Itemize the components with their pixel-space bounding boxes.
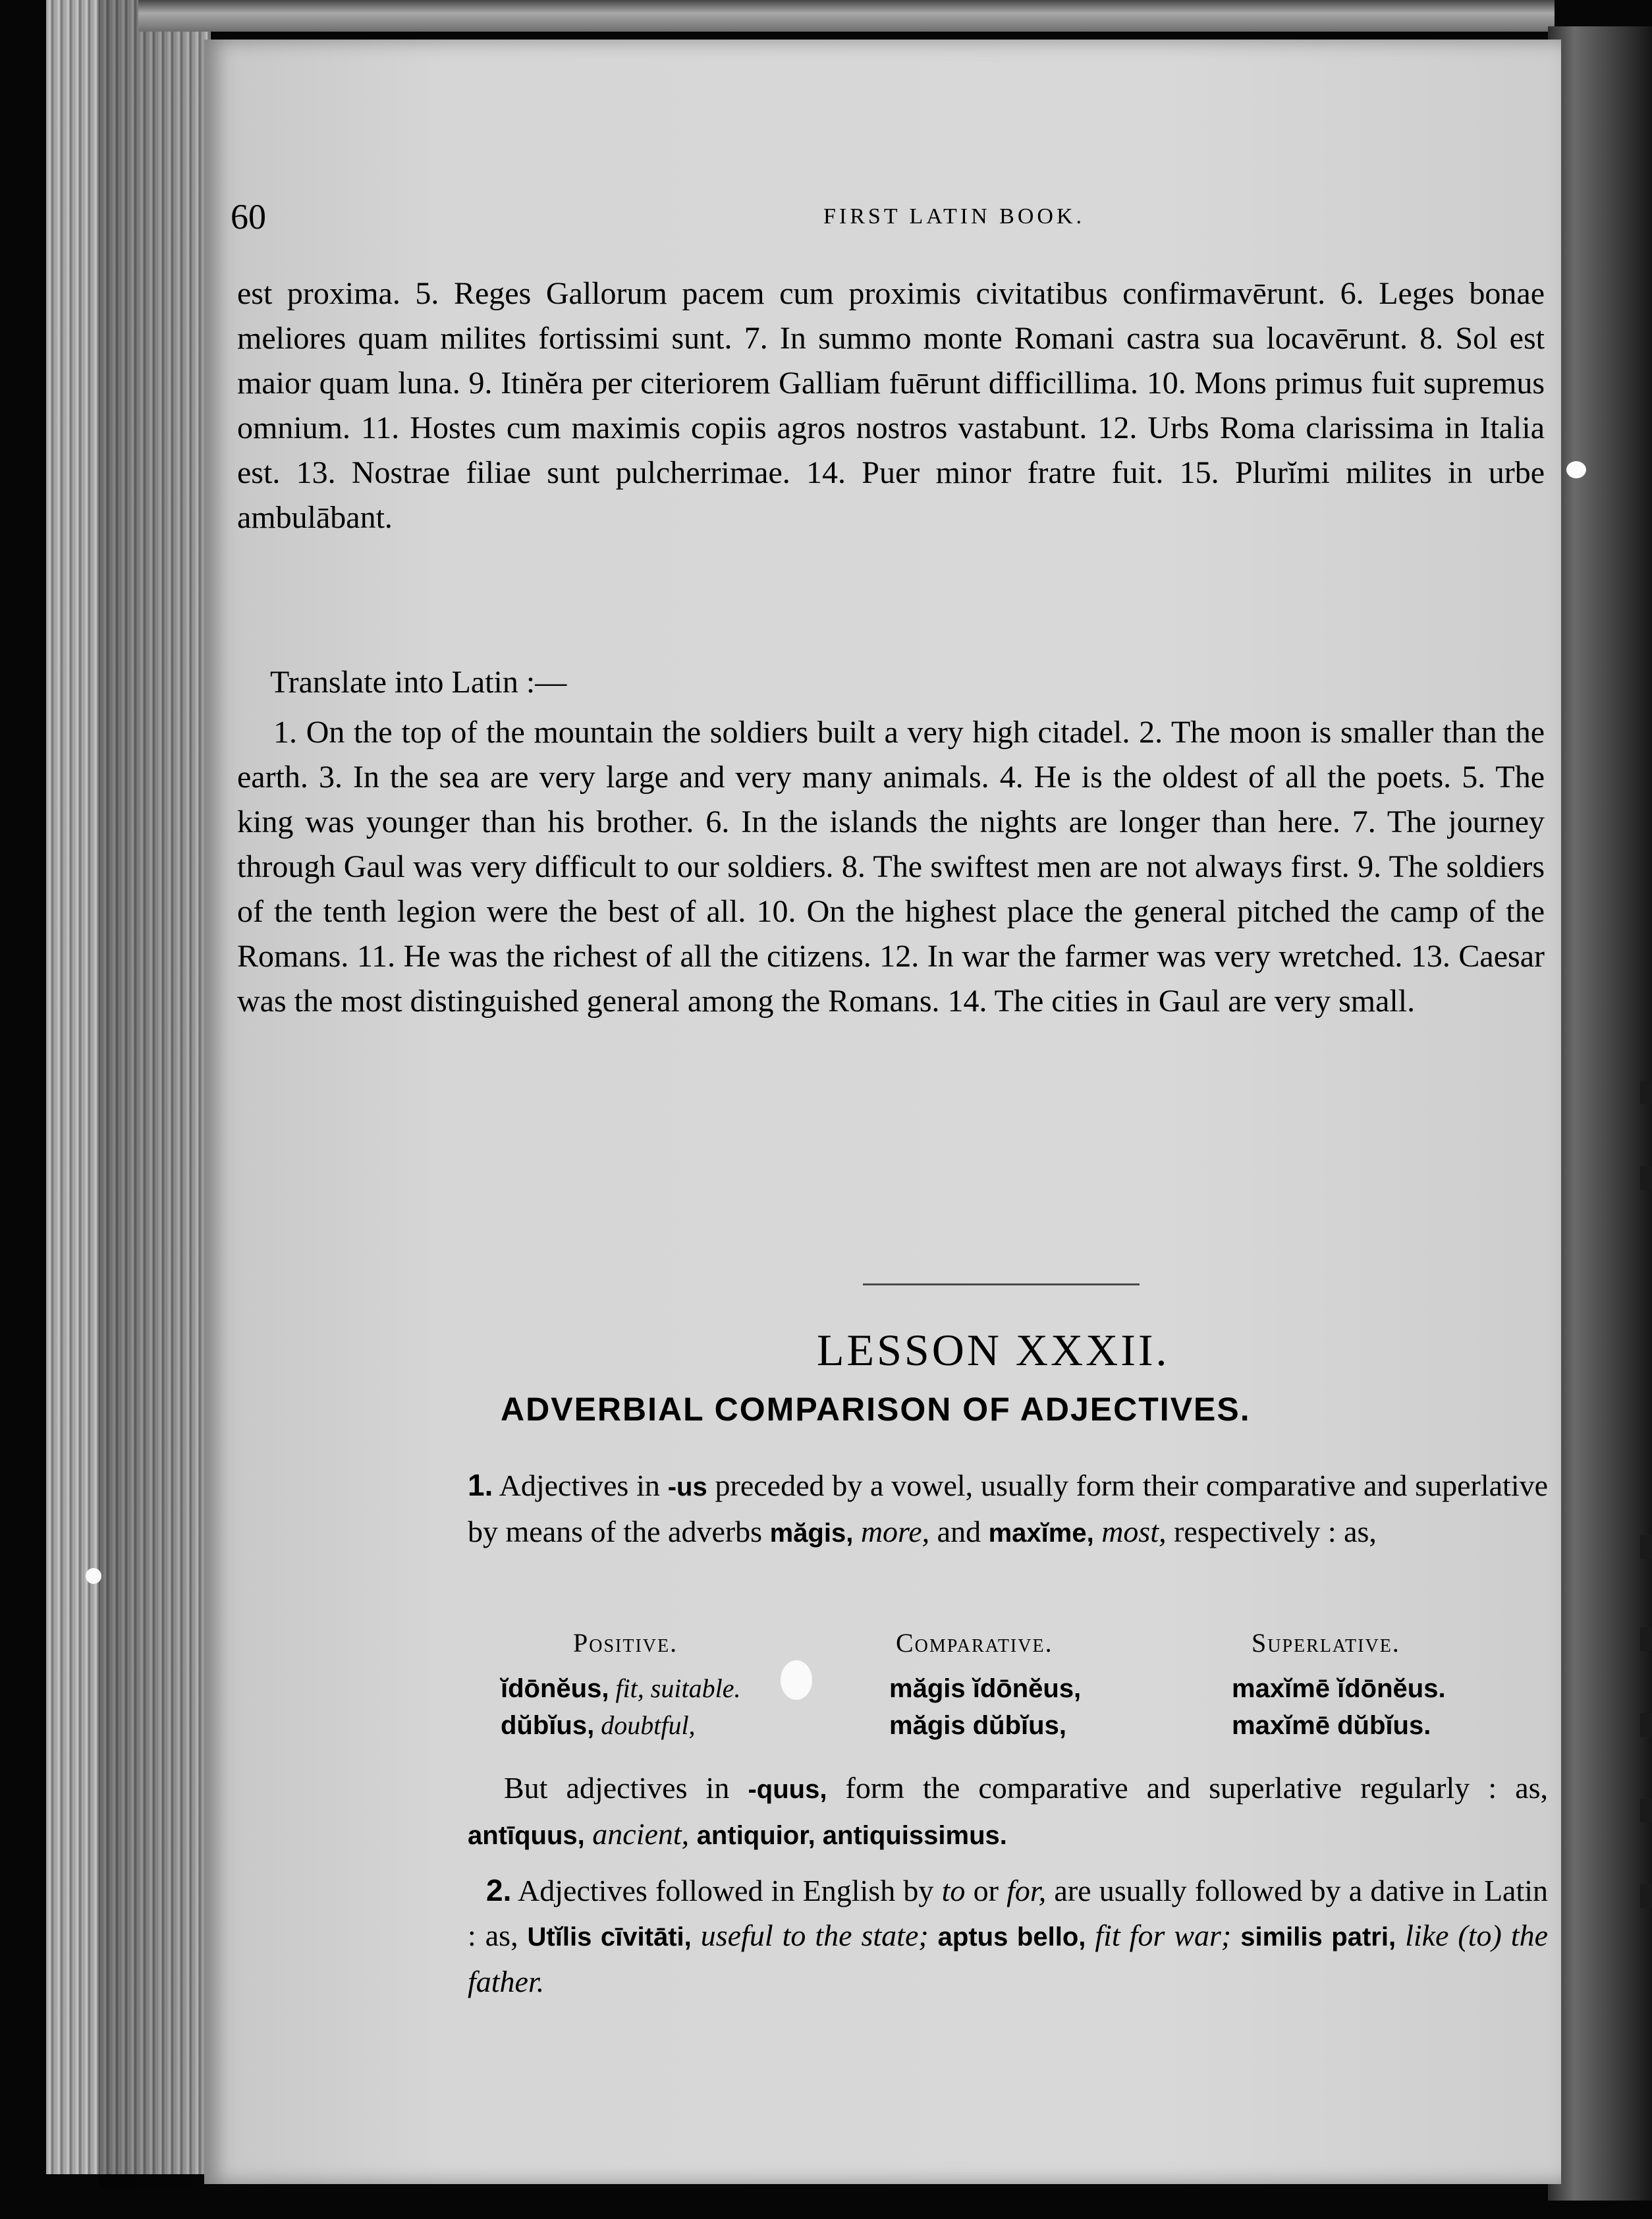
book-top-edge [138,0,1555,32]
rule-text: form the comparative and superlative regularly : as, [845,1771,1549,1805]
running-head: FIRST LATIN BOOK. [823,204,1086,229]
next-page-fragment [1640,1884,1652,1908]
column-header: Superlative. [1252,1628,1400,1658]
comparison-table [501,1627,1528,1759]
comparative-column [889,1627,1232,1744]
latin-term: Utĭlis cīvitāti, [527,1923,692,1952]
latin-term: antīquus, [468,1821,585,1850]
scan-speck [781,1660,812,1700]
next-page-fragment [1640,1627,1652,1651]
rule-text: But adjectives in [504,1771,730,1805]
next-page-fragment [1640,1713,1652,1737]
page-header [231,196,1350,256]
rule-1-paragraph [468,1463,1548,1556]
table-cell: maxĭmē ĭdōnĕus. [1232,1674,1446,1703]
column-header: Positive. [573,1628,678,1658]
rule-number: 1. [468,1468,493,1502]
english-gloss: like (to) the father. [468,1919,1549,1998]
gutter-shadow [99,0,211,2187]
next-page-fragment [1640,1166,1652,1190]
rule-text: Adjectives in [499,1469,660,1502]
english-exercise-text: 1. On the top of the mountain the soldiers built a very high citadel. 2. The moon is smaller than the earth. 3. In the sea are very large and very many animals. 4. He is the oldest of all the poets. 5. The king was younger than his brother. 6. In the islands the nights are longer than here. 7. The journey through Gaul was very difficult to our soldiers. 8. The swiftest men are not always first. 9. The soldiers of the tenth legion were the best of all. 10. On the highest place the general pitched the camp of the Romans. 11. He was the richest of all the citizens. 12. In war the farmer was very wretched. 13. Caesar was the most distinguished general among the Romans. 14. The cities in Gaul are very small. [237,715,1545,1019]
english-gloss: doubtful, [601,1710,696,1740]
lesson-title: LESSON XXXII. [817,1325,1170,1375]
table-cell: măgis dŭbĭus, [889,1711,1066,1740]
latin-forms: antiquior, antiquissimus. [696,1821,1007,1850]
latin-term: măgis, [769,1519,854,1548]
section-title: ADVERBIAL COMPARISON OF ADJECTIVES. [501,1391,1251,1428]
english-gloss: useful to the state; [700,1919,929,1952]
superlative-column [1232,1627,1574,1744]
scan-speck [1566,461,1586,478]
book-right-edge [1548,26,1652,2201]
table-row [501,1707,843,1744]
latin-term: similis patri, [1240,1923,1396,1952]
english-gloss: for, [1006,1874,1047,1907]
latin-term: maxĭme, [988,1519,1094,1548]
rule-text: or [973,1874,999,1907]
page-number: 60 [231,197,266,237]
english-gloss: fit, suitable. [615,1673,741,1703]
latin-term: dŭbĭus, [501,1711,595,1740]
latin-term: ĭdōnĕus, [501,1674,609,1703]
column-header: Comparative. [896,1628,1053,1658]
table-cell: măgis ĭdōnĕus, [889,1674,1082,1703]
quus-paragraph [468,1766,1548,1858]
suffix-term: -us [667,1473,707,1502]
english-gloss: to [941,1874,966,1907]
latin-exercise-text: est proxima. 5. Reges Gallorum pacem cum proximis civitatibus confirmavērunt. 6. Leges bonae meliores quam milites fortissimi sunt. 7. In summo monte Romani castra sua locavērunt. 8. Sol est maior quam luna. 9. Itinĕra per citeriorem Galliam fuērunt difficillima. 10. Mons primus fuit supremus omnium. 11. Hostes cum maximis copiis agros nostros vastabunt. 12. Urbs Roma clarissima in Italia est. 13. Nostrae filiae sunt pulcherrimae. 14. Puer minor fratre fuit. 15. Plurĭmi milites in urbe ambulābant. [237,276,1545,535]
rule-text: are usually followed by a dative in Latin : as, [468,1874,1549,1952]
table-cell: maxĭmē dŭbĭus. [1232,1711,1431,1740]
suffix-term: -quus, [748,1775,827,1804]
next-page-fragment [1640,1081,1652,1104]
english-gloss: ancient, [592,1817,690,1851]
english-gloss: fit for war; [1095,1919,1232,1952]
english-gloss: most, [1101,1515,1167,1548]
latin-term: aptus bello, [937,1923,1086,1952]
next-page-fragment [1640,1535,1652,1559]
scan-speck [86,1568,101,1584]
translate-heading: Translate into Latin :— [270,665,567,700]
section-divider [863,1283,1140,1285]
next-page-fragment [1640,1799,1652,1822]
rule-number: 2. [486,1873,512,1907]
rule-text: and [937,1515,981,1548]
rule-text: preceded by a vowel, usually form their comparative and superlative by means of the adverbs [468,1469,1549,1548]
rule-2-paragraph [468,1868,1548,2004]
rule-text: Adjectives followed in English by [518,1874,934,1907]
english-gloss: more, [860,1515,930,1548]
rule-text: respectively : as, [1174,1515,1377,1548]
